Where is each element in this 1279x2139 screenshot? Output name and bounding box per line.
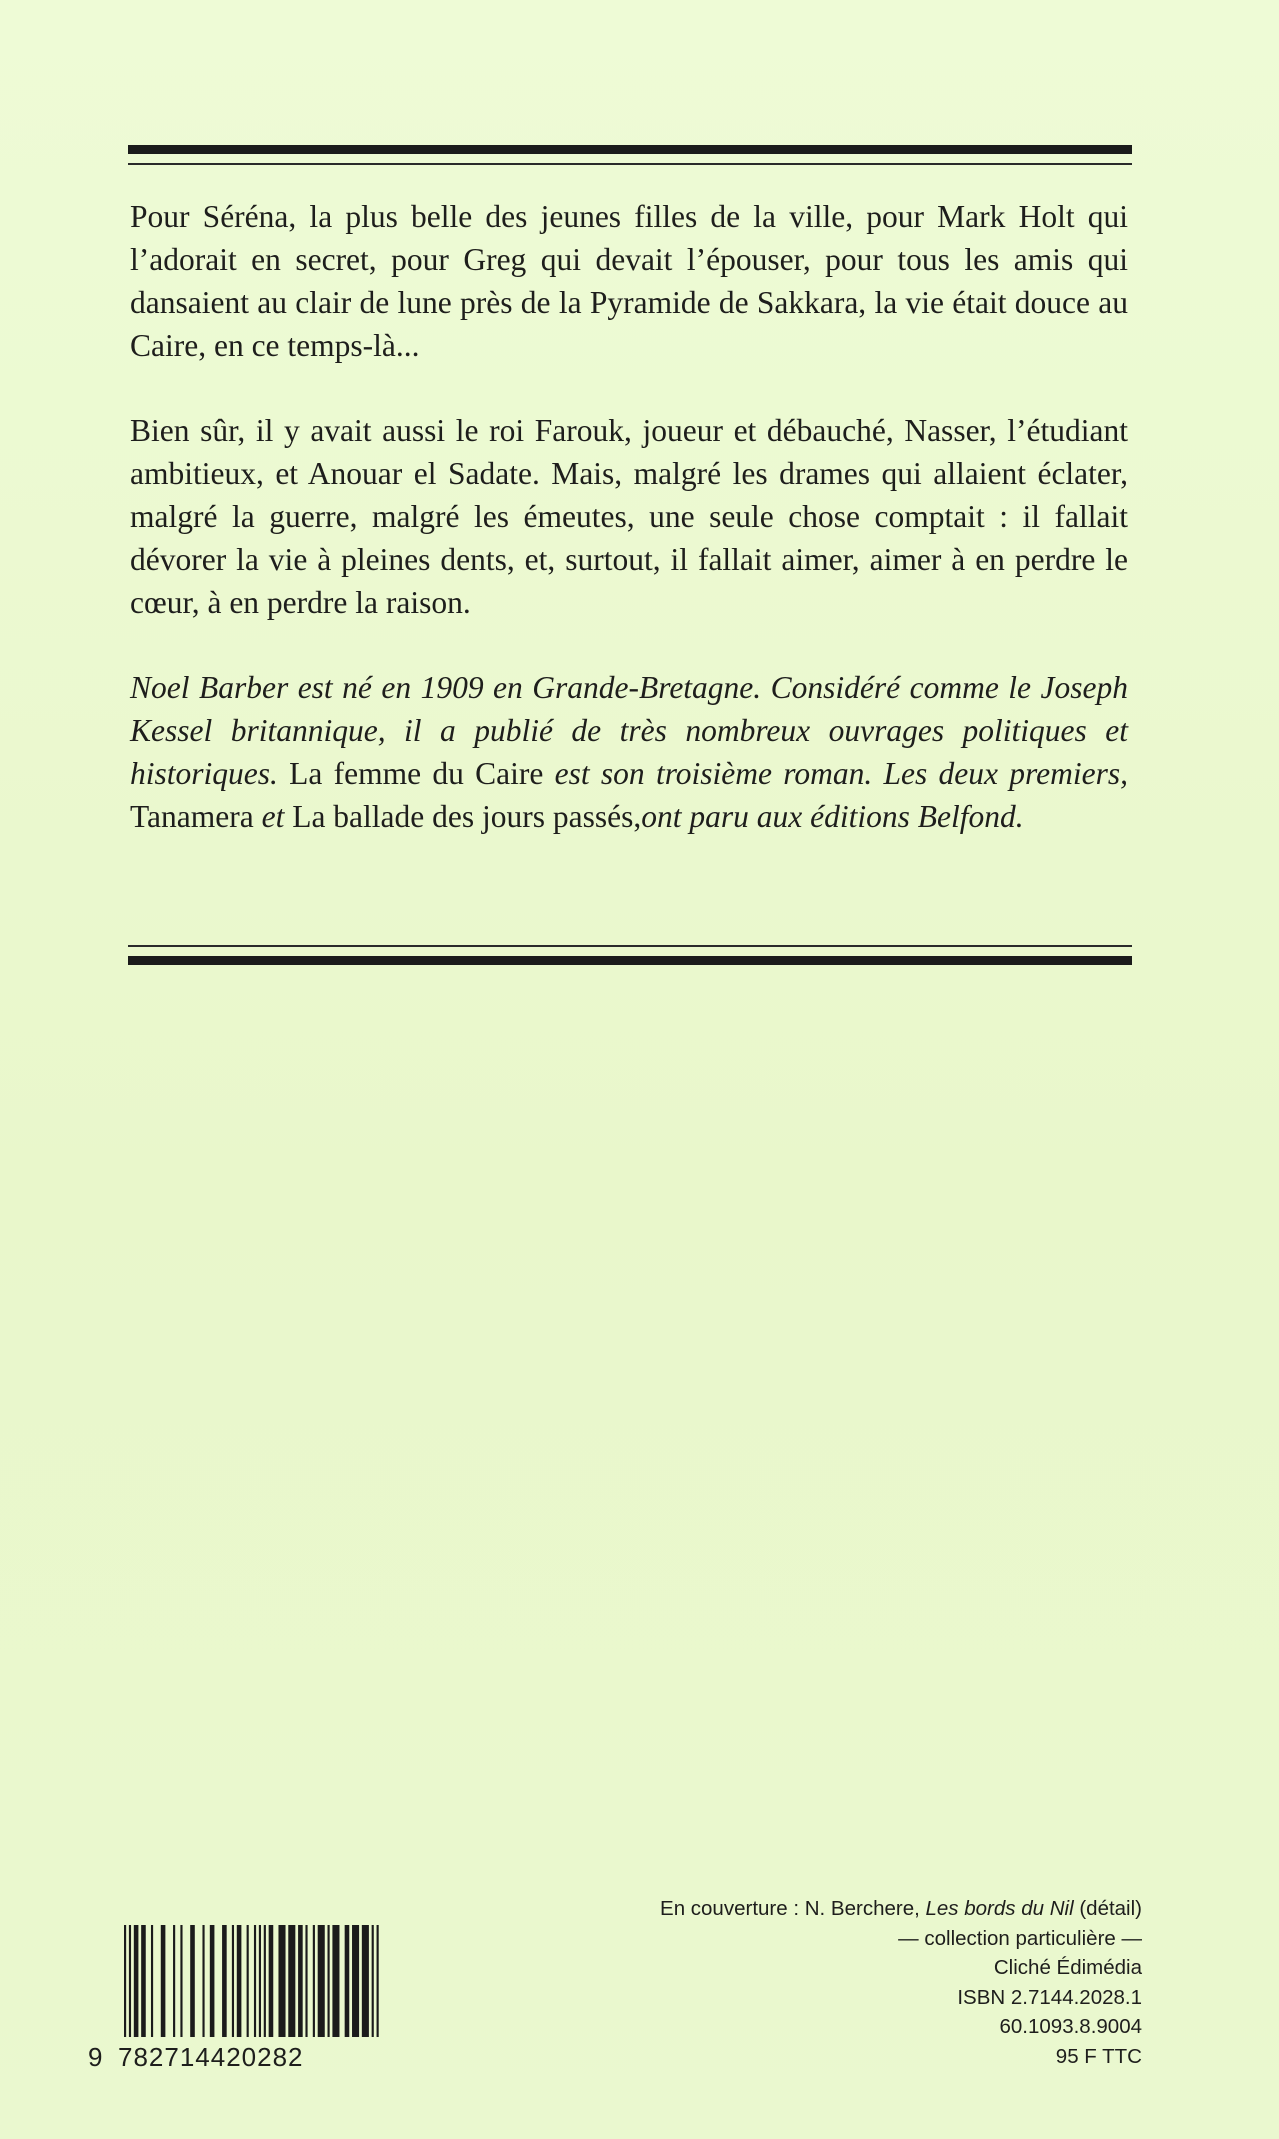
top-rule-thin	[128, 163, 1132, 165]
blurb-paragraph-1: Pour Séréna, la plus belle des jeunes filles de la ville, pour Mark Holt qui l’adorait en secret, pour Greg qui devait l’épouser, pour tous les amis qui dansaient au clair de lune près de la Pyramide de Sakkara, la vie était douce au Caire, en ce temps-là...	[130, 199, 1128, 363]
barcode-bar	[190, 1925, 195, 2037]
cover-credits	[660, 1894, 1142, 2072]
barcode-bar	[328, 1925, 330, 2037]
bottom-rule	[128, 945, 1132, 965]
barcode-bar	[332, 1925, 339, 2037]
barcode-bar	[237, 1925, 242, 2037]
barcode-bar	[161, 1925, 166, 2037]
barcode-bar	[151, 1925, 153, 2037]
barcode-bar	[124, 1925, 126, 2037]
barcode-bar	[298, 1925, 303, 2037]
barcode-bar	[264, 1925, 266, 2037]
credit-collection: — collection particulière —	[898, 1926, 1142, 1950]
blurb-paragraph-2: Bien sûr, il y avait aussi le roi Farouk, joueur et débauché, Nasser, l’étudiant ambitieux, et Anouar el Sadate. Mais, malgré les drames qui allaient éclater, malgré la guerre, malgré les émeutes, une seule chose comptait : il fallait dévorer la vie à pleines dents, et, surtout, il fallait aimer, aimer à en perdre le cœur, à en perdre la raison.	[130, 413, 1128, 620]
bottom-rule-thin	[128, 945, 1132, 947]
blurb-text	[130, 195, 1128, 880]
credit-cover-prefix: En couverture : N. Berchere,	[660, 1897, 926, 1920]
barcode-bar	[129, 1925, 131, 2037]
credit-cover-line	[660, 1894, 1142, 1924]
credit-isbn: ISBN 2.7144.2028.1	[957, 1985, 1142, 2009]
author-bio-part-4: ont paru aux éditions Belfond.	[641, 799, 1024, 834]
barcode-bar	[345, 1925, 350, 2037]
credit-cover-title: Les bords du Nil	[925, 1897, 1074, 1920]
author-bio-part-1: Noel Barber est né en 1909 en Grande-Bretagne. Considéré comme le Joseph Kessel britannique, il a publié de très nombreux ouvrages politiques et historiques.	[130, 670, 1128, 791]
barcode-bar	[362, 1925, 369, 2037]
barcode-digits: 782714420282	[118, 2042, 304, 2072]
barcode-bar	[141, 1925, 146, 2037]
barcode-bar	[372, 1925, 374, 2037]
author-bio-title-1: La femme du Caire	[277, 756, 555, 791]
credit-photo: Cliché Édimédia	[993, 1956, 1142, 1980]
barcode-bar	[259, 1925, 261, 2037]
credit-code: 60.1093.8.9004	[999, 2015, 1142, 2039]
barcode-bar	[288, 1925, 295, 2037]
barcode-bar	[173, 1925, 175, 2037]
top-rule-thick	[128, 145, 1132, 154]
barcode-bar	[305, 1925, 307, 2037]
credit-cover-suffix: (détail)	[1073, 1897, 1142, 1920]
barcode-bar	[352, 1925, 359, 2037]
barcode-bar	[180, 1925, 182, 2037]
barcode-bar	[254, 1925, 256, 2037]
author-bio-title-2: Tanamera	[130, 799, 254, 834]
barcode-bar	[210, 1925, 215, 2037]
author-bio-part-2: est son troisième roman. Les deux premiers,	[554, 756, 1128, 791]
top-rule	[128, 145, 1132, 165]
barcode-bar	[232, 1925, 234, 2037]
credit-price: 95 F TTC	[1055, 2044, 1142, 2068]
barcode-bar	[278, 1925, 285, 2037]
barcode-bar	[247, 1925, 249, 2037]
barcode-bar	[222, 1925, 227, 2037]
barcode-bar	[377, 1925, 379, 2037]
author-bio	[130, 666, 1128, 838]
bottom-rule-thick	[128, 956, 1132, 965]
author-bio-part-3: et	[253, 799, 293, 834]
barcode-bar	[269, 1925, 274, 2037]
barcode-bar	[313, 1925, 315, 2037]
barcode-bars	[88, 1925, 388, 2037]
barcode-bar	[134, 1925, 139, 2037]
author-bio-title-3: La ballade des jours passés,	[292, 799, 642, 834]
barcode-number	[88, 2042, 304, 2073]
barcode-lead-digit: 9	[88, 2042, 104, 2072]
barcode-bar	[318, 1925, 325, 2037]
barcode-bar	[202, 1925, 204, 2037]
